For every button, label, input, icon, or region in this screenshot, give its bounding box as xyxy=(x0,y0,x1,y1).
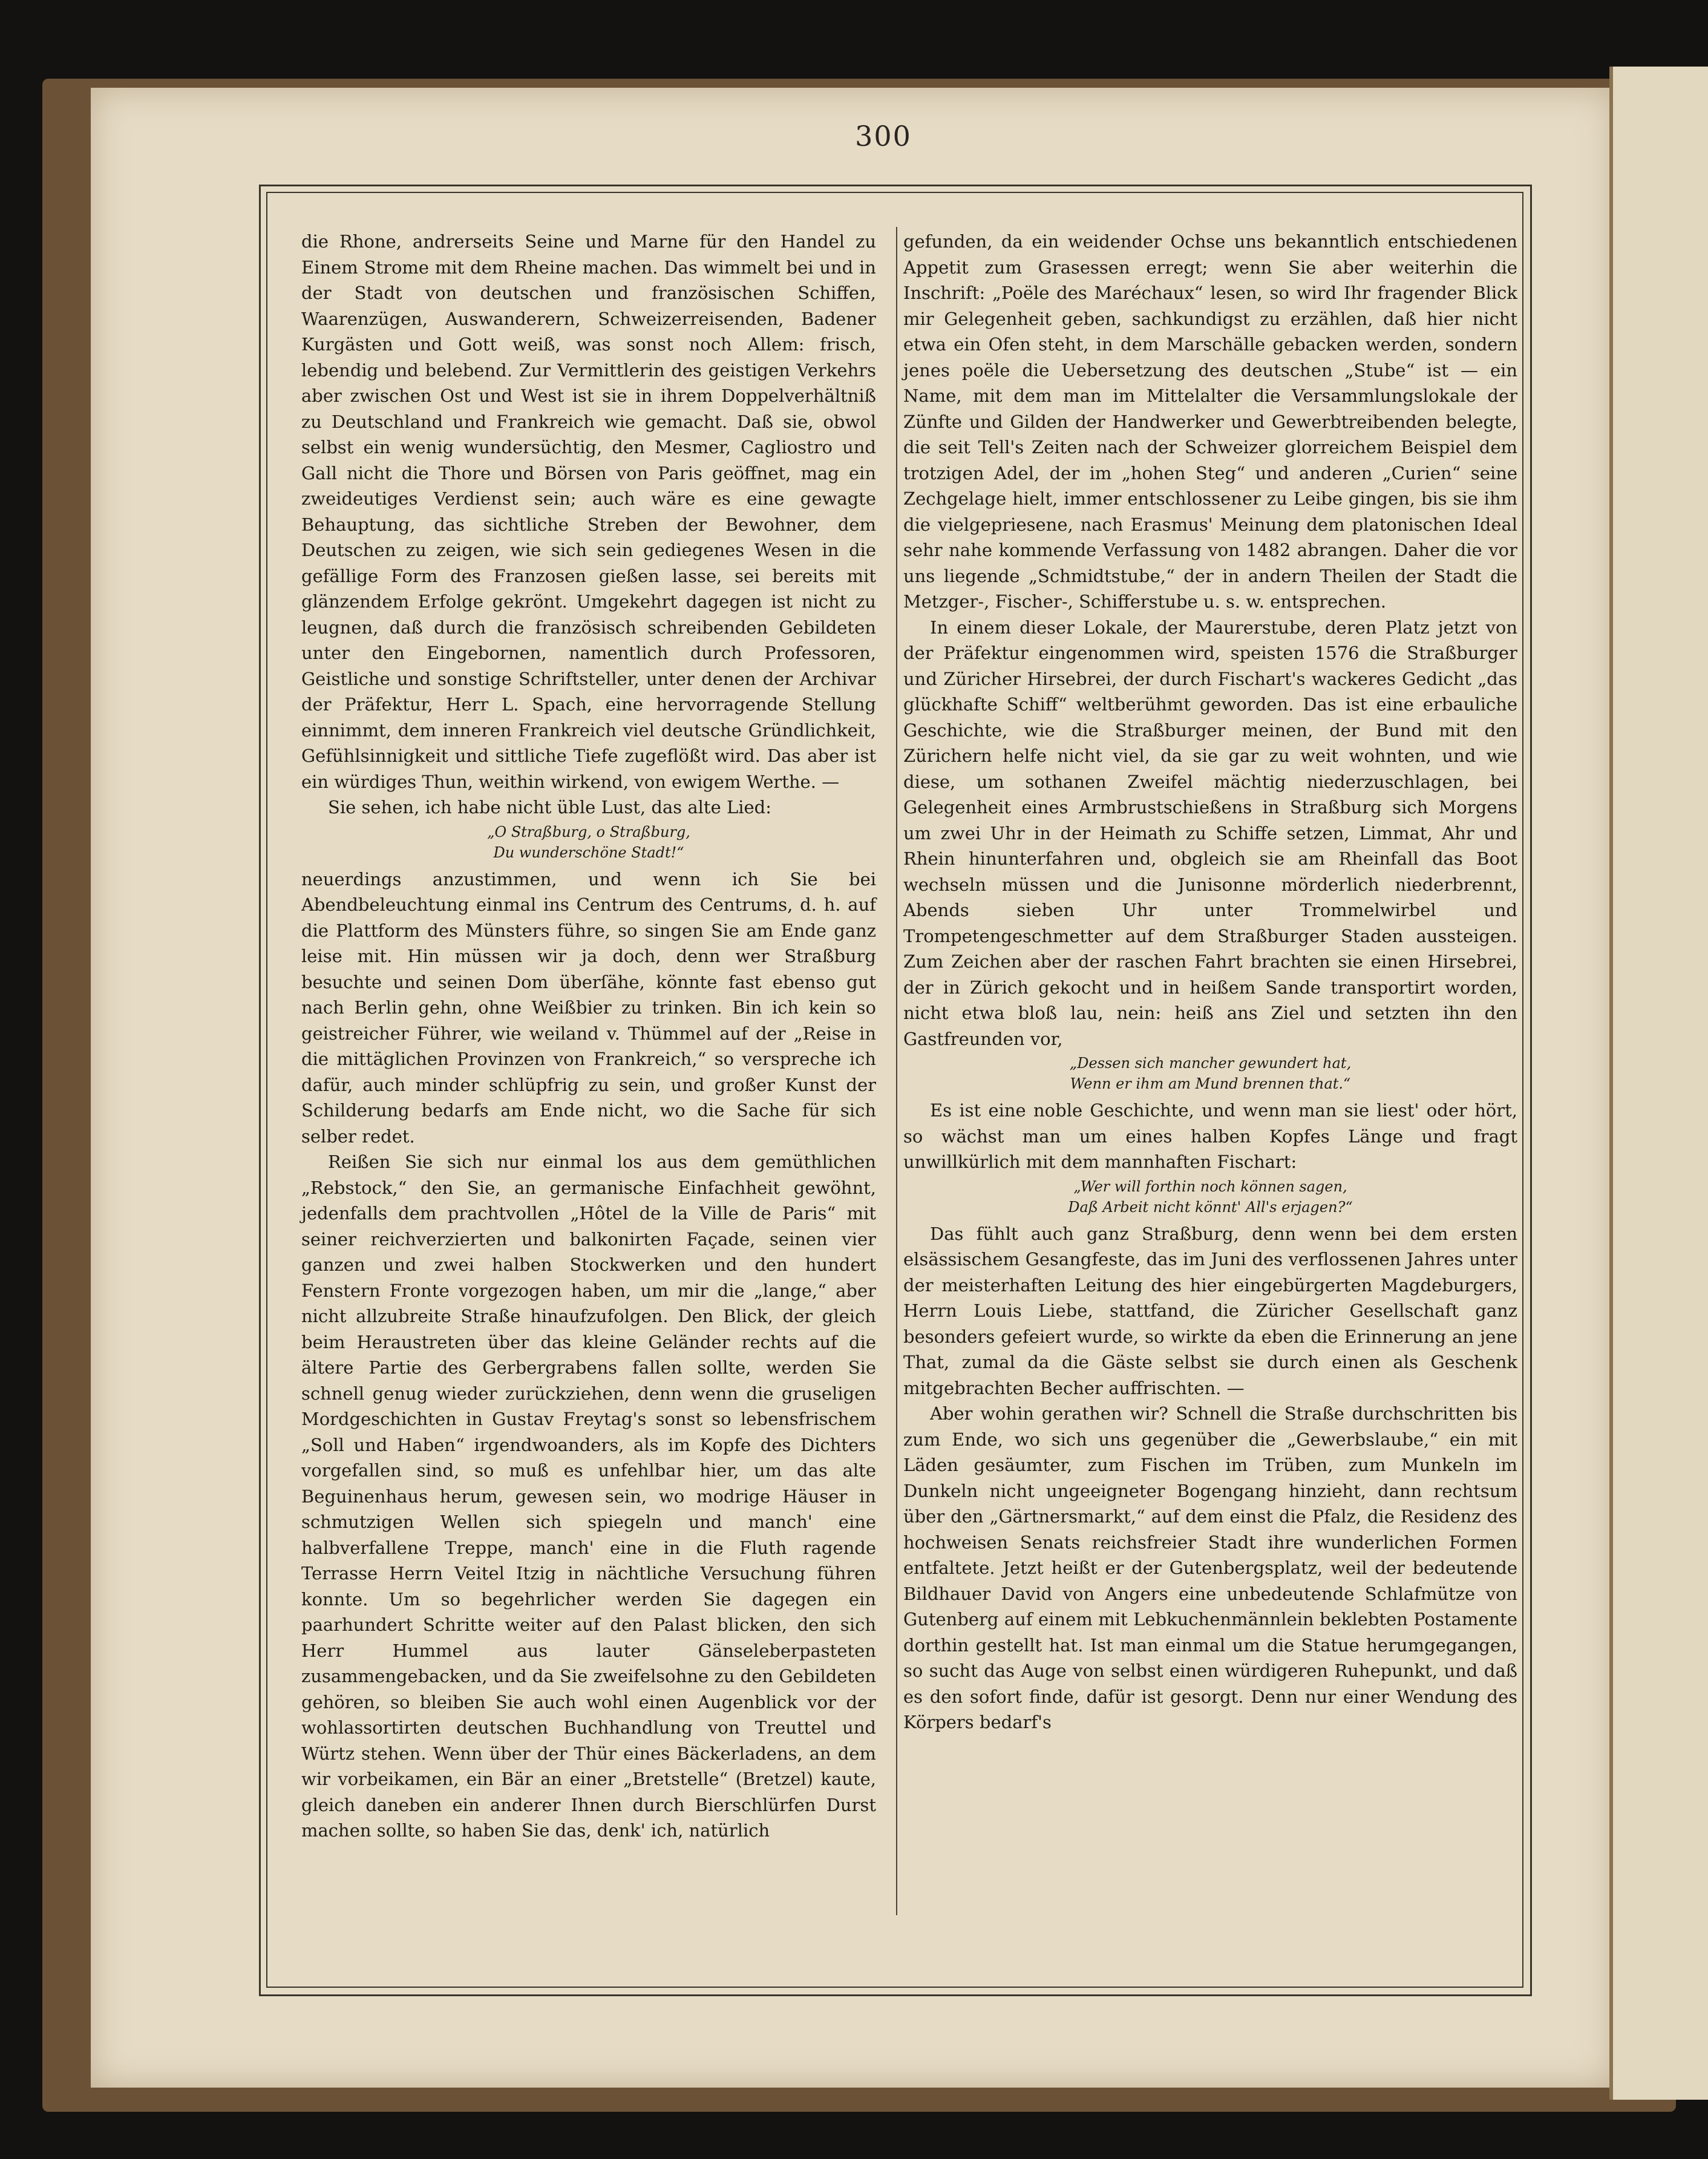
verse-line: „Dessen sich mancher gewundert hat, xyxy=(1069,1055,1352,1072)
verse-line: Du wunderschöne Stadt!“ xyxy=(493,844,684,861)
paragraph: Es ist eine noble Geschichte, und wenn man sie liest' oder hört, so wächst man um eines halben Kopfes Länge und fragt unwillkürlich mit dem mannhaften Fischart: xyxy=(903,1100,1517,1172)
paragraph: neuerdings anzustimmen, und wenn ich Sie bei Abendbeleuchtung einmal ins Centrum des Centrums, d. h. auf die Plattform des Münsters führe, so singen Sie am Ende ganz leise mit. Hin müssen wir ja doch, denn wer Straßburg besuchte und seinen Dom überſähe, könnte fast ebenso gut nach Berlin gehn, ohne Weißbier zu trinken. Bin ich kein so geistreicher Führer, wie weiland v. Thümmel auf der „Reise in die mittäglichen Provinzen von Frankreich,“ so verspreche ich dafür, auch minder schlüpfrig zu sein, und großer Kunst der Schilderung bedarfs am Ende nicht, wo die Sache für sich selber redet. xyxy=(301,868,876,1147)
paragraph: Sie sehen, ich habe nicht üble Lust, das alte Lied: xyxy=(328,797,771,817)
verse-quote xyxy=(903,1176,1517,1217)
paragraph: Aber wohin gerathen wir? Schnell die Straße durchschritten bis zum Ende, wo sich uns gegenüber die „Gewerbslaube,“ ein mit Läden gesäumter, zum Fischen im Trüben, zum Munkeln im Dunkeln nicht ungeeigneter Bogengang hinzieht, dann rechtsum über den „Gärtnersmarkt,“ auf dem einst die Pfalz, die Residenz des hochweisen Senats reichsfreier Stadt ihre wunderlichen Formen entfaltete. Jetzt heißt er der Gutenbergsplatz, weil der bedeutende Bildhauer David von Angers eine unbedeutende Schlafmütze von Gutenberg auf einem mit Lebkuchenmännlein beklebten Postamente dorthin gestellt hat. Ist man einmal um die Statue herumgegangen, so sucht das Auge von selbst einen würdigeren Ruhepunkt, und daß es den sofort finde, dafür ist gesorgt. Denn nur einer Wendung des Körpers bedarf's xyxy=(903,1403,1517,1732)
verse-line: „O Straßburg, o Straßburg, xyxy=(487,823,690,840)
verse-quote xyxy=(301,822,876,863)
paragraph: Das fühlt auch ganz Straßburg, denn wenn bei dem ersten elsässischem Gesangfeste, das im Juni des verflossenen Jahres unter der meisterhaften Leitung des hier eingebürgerten Magdeburgers, Herrn Louis Liebe, stattfand, die Züricher Gesellschaft ganz besonders gefeiert wurde, so wirkte da eben die Erinnerung an jene That, zumal da die Gäste selbst sie durch einen als Geschenk mitgebrachten Becher auffrischten. — xyxy=(903,1223,1517,1398)
column-divider xyxy=(896,227,897,1915)
right-column xyxy=(903,229,1517,1735)
verse-quote xyxy=(903,1053,1517,1094)
paragraph: In einem dieser Lokale, der Maurerstube, deren Platz jetzt von der Präfektur eingenommen wird, speisten 1576 die Straßburger und Züricher Hirsebrei, der durch Fischart's wackeres Gedicht „das glückhafte Schiff“ weltberühmt geworden. Das ist eine erbauliche Geschichte, wie die Straßburger meinen, der Bund mit den Zürichern helfe nicht viel, da sie gar zu weit wohnten, und wie diese, um sothanen Zweifel mächtig niederzuschlagen, bei Gelegenheit eines Armbrustschießens in Straßburg sich Morgens um zwei Uhr in der Heimath zu Schiffe setzen, Limmat, Ahr und Rhein hinunterfahren und, obgleich sie am Rheinfall das Boot wechseln müssen und die Junisonne mörderlich niederbrennt, Abends sieben Uhr unter Trommelwirbel und Trompetengeschmetter auf dem Straßburger Staden aussteigen. Zum Zeichen aber der raschen Fahrt brachten sie einen Hirsebrei, der in Zürich gekocht und in heißem Sande transportirt worden, nicht etwa bloß lau, nein: heiß ans Ziel und setzten ihn den Gastfreunden vor, xyxy=(903,617,1517,1049)
verse-line: Daß Arbeit nicht könnt' All's erjagen?“ xyxy=(1068,1198,1353,1216)
paragraph: Reißen Sie sich nur einmal los aus dem gemüthlichen „Rebstock,“ den Sie, an germanische Einfachheit gewöhnt, jedenfalls dem prachtvollen „Hôtel de la Ville de Paris“ mit seiner reichverzierten und balkonirten Façade, seinen vier ganzen und zwei halben Stockwerken und den hundert Fenstern Fronte vorgezogen haben, um mir die „lange,“ aber nicht allzubreite Straße hinaufzufolgen. Den Blick, der gleich beim Heraustreten über das kleine Geländer rechts auf die ältere Partie des Gerbergrabens fallen sollte, werden Sie schnell genug wieder zurückziehen, denn wenn die gruseligen Mordgeschichten in Gustav Freytag's sonst so lebensfrischem „Soll und Haben“ irgendwoanders, als im Kopfe des Dichters vorgefallen sind, so muß es unfehlbar hier, um das alte Beguinenhaus herum, gewesen sein, wo modrige Häuser in schmutzigen Wellen sich spiegeln und manch' eine halbverfallene Treppe, manch' eine in die Fluth ragende Terrasse Herrn Veitel Itzig in nächtliche Versuchung führen konnte. Um so begehrlicher werden Sie dagegen ein paarhundert Schritte weiter auf den Palast blicken, den sich Herr Hummel aus lauter Gänseleberpasteten zusammengebacken, und da Sie zweifelsohne zu den Gebildeten gehören, so bleiben Sie auch wohl einen Augenblick vor der wohlassortirten deutschen Buchhandlung von Treuttel und Würtz stehen. Wenn über der Thür eines Bäckerladens, an dem wir vorbeikamen, ein Bär an einer „Bretstelle“ (Bretzel) kaute, gleich daneben ein anderer Ihnen durch Bierschlürfen Durst machen sollte, so haben Sie das, denk' ich, natürlich xyxy=(301,1152,876,1841)
verse-line: „Wer will forthin noch können sagen, xyxy=(1073,1178,1347,1195)
page-number: 300 xyxy=(855,120,912,152)
verse-line: Wenn er ihm am Mund brennen that.“ xyxy=(1070,1075,1351,1092)
left-column xyxy=(301,229,876,1844)
right-page-edge xyxy=(1609,67,1708,2100)
paragraph: gefunden, da ein weidender Ochse uns bekanntlich entschiedenen Appetit zum Grasessen erregt; wenn Sie aber weiterhin die Inschrift: „Poële des Maréchaux“ lesen, so wird Ihr fragender Blick mir Gelegenheit geben, sachkundigst zu erzählen, daß hier nicht etwa ein Ofen steht, in dem Marschälle gebacken werden, sondern jenes poële die Uebersetzung des deutschen „Stube“ ist — ein Name, mit dem man im Mittelalter die Versammlungslokale der Zünfte und Gilden der Handwerker und Gewerbtreibenden belegte, die seit Tell's Zeiten nach der Schweizer glorreichem Beispiel dem trotzigen Adel, der im „hohen Steg“ und anderen „Curien“ seine Zechgelage hielt, immer entschlossener zu Leibe gingen, bis sie ihm die vielgepriesene, nach Erasmus' Meinung dem platonischen Ideal sehr nahe kommende Verfassung von 1482 abrangen. Daher die vor uns liegende „Schmidtstube,“ der in andern Theilen der Stadt die Metzger-, Fischer-, Schifferstube u. s. w. entsprechen. xyxy=(903,231,1517,612)
paragraph: die Rhone, andrerseits Seine und Marne für den Handel zu Einem Strome mit dem Rheine machen. Das wimmelt bei und in der Stadt von deutschen und französischen Schiffen, Waarenzügen, Auswanderern, Schweizerreisenden, Badener Kurgästen und Gott weiß, was sonst noch Allem: frisch, lebendig und belebend. Zur Vermittlerin des geistigen Verkehrs aber zwischen Ost und West ist sie in ihrem Doppelverhältniß zu Deutschland und Frankreich wie gemacht. Daß sie, obwol selbst ein wenig wundersüchtig, den Mesmer, Cagliostro und Gall nicht die Thore und Börsen von Paris geöffnet, mag ein zweideutiges Verdienst sein; auch wäre es eine gewagte Behauptung, das sichtliche Streben der Bewohner, dem Deutschen zu zeigen, wie sich sein gediegenes Wesen in die gefällige Form des Franzosen gießen lasse, sei bereits mit glänzendem Erfolge gekrönt. Umgekehrt dagegen ist nicht zu leugnen, daß durch die französisch schreibenden Gebildeten unter den Eingebornen, namentlich durch Professoren, Geistliche und sonstige Schriftsteller, unter denen der Archivar der Präfektur, Herr L. Spach, eine hervorragende Stellung einnimmt, dem inneren Frankreich viel deutsche Gründlichkeit, Gefühlsinnigkeit und sittliche Tiefe zugeflößt wird. Das aber ist ein würdiges Thun, weithin wirkend, von ewigem Werthe. — xyxy=(301,231,876,792)
